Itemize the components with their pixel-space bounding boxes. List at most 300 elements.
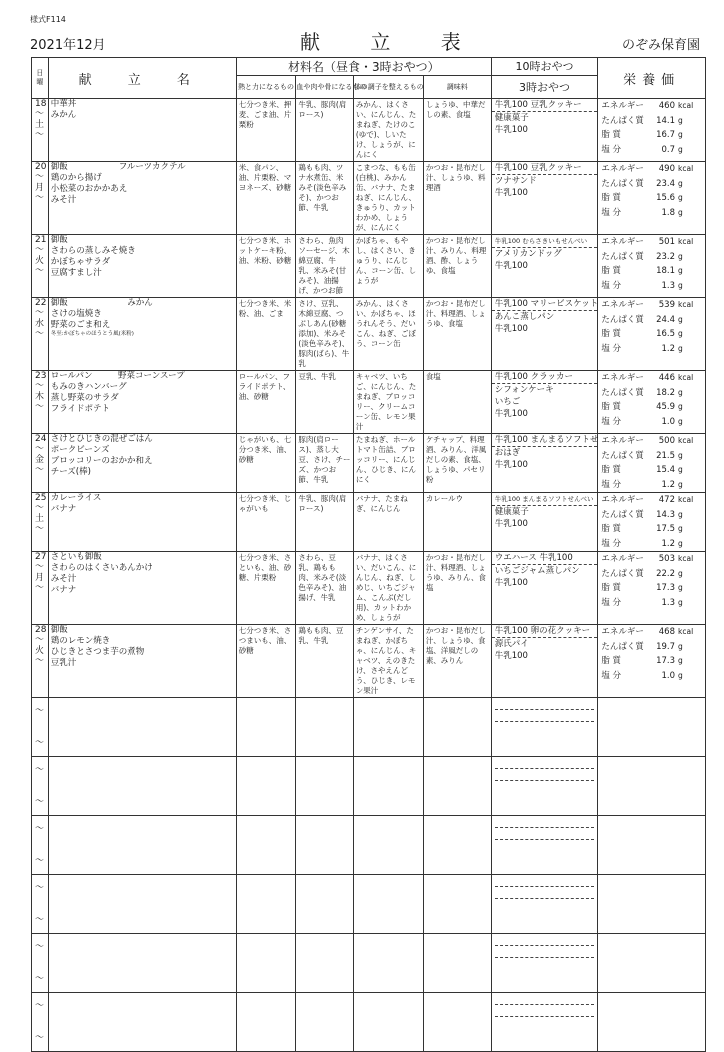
heat-ingredients <box>236 816 296 875</box>
body-ingredients <box>353 993 423 1052</box>
body-ingredients: みかん、はくさい、にんじん、たまねぎ、たけのこ(ゆで)、しいたけ、しょうが、にんにく <box>353 99 423 162</box>
salt-value: 0.7 <box>661 144 675 155</box>
snack-am-item: 牛乳100 豆乳クッキー <box>492 162 598 175</box>
energy-label: エネルギー <box>601 495 644 505</box>
snack-am-item: 牛乳100 まんまるソフトせんべい <box>492 493 598 506</box>
fat-value: 16.7 <box>656 130 675 140</box>
energy-label: エネルギー <box>601 554 644 564</box>
date-cell <box>32 298 49 371</box>
snack-pm-item: いちごジャム蒸しパン <box>494 566 580 576</box>
fat-value: 15.6 <box>656 193 675 203</box>
blood-ingredients <box>296 816 353 875</box>
snack-pm-item: 牛乳100 <box>494 125 528 135</box>
blood-ingredients: 豚肉(肩ロース)、蒸し大豆、さけ、チーズ、かつお節、牛乳 <box>296 434 353 493</box>
snack-pm-item: 健康菓子 <box>494 113 529 123</box>
seasoning-ingredients: かつお・昆布だし汁、料理酒、しょうゆ、みりん、食塩 <box>423 552 491 625</box>
heat-ingredients: 七分つき米、押麦、ごま油、片栗粉 <box>236 99 296 162</box>
snack-pm-item: シフォンケーキ <box>494 385 554 395</box>
snack-cell <box>491 99 598 162</box>
snack-pm-item: 牛乳100 <box>494 188 528 198</box>
dishes-cell <box>48 493 236 552</box>
snack-pm-item: いちご <box>494 397 521 407</box>
day-row <box>32 235 706 298</box>
date-cell <box>32 371 49 434</box>
energy-unit: kcal <box>678 436 694 445</box>
range-mark: 〜 <box>35 402 45 413</box>
snack-pm-item: 牛乳100 <box>494 651 528 661</box>
menu-table <box>31 57 706 1052</box>
blood-muscle-header: 血や肉や骨になるもの <box>296 76 353 99</box>
salt-value: 1.2 <box>661 343 675 354</box>
weekday: 土 <box>35 119 45 130</box>
protein-value: 18.2 <box>656 387 675 398</box>
empty-row <box>32 757 706 816</box>
salt-unit: g <box>678 207 683 217</box>
dish-name: バナナ <box>50 585 77 595</box>
dish-name: 御飯 <box>50 235 68 245</box>
nutrition-cell <box>598 493 706 552</box>
fat-unit: g <box>678 402 683 411</box>
date-cell <box>32 434 49 493</box>
energy-label: エネルギー <box>601 436 644 446</box>
snack-pm-item: 源氏パイ <box>494 639 529 649</box>
snack-am-item: 牛乳100 まんまるソフトせ <box>492 434 598 447</box>
fat-label: 脂 質 <box>601 524 622 534</box>
energy-unit: kcal <box>678 101 694 110</box>
energy-label: エネルギー <box>601 164 644 174</box>
protein-label: たんぱく質 <box>601 178 644 189</box>
date-cell <box>32 934 49 993</box>
snack-cell <box>491 757 598 816</box>
fat-value: 15.4 <box>656 465 675 475</box>
seasoning-ingredients: かつお・昆布だし汁、料理酒、しょうゆ、食塩 <box>423 298 491 371</box>
body-condition-header: 体の調子を整えるもの <box>353 76 423 99</box>
dish-name: 鶏のレモン焼き <box>50 636 111 646</box>
fat-label: 脂 質 <box>601 193 622 203</box>
nutrition-cell <box>598 757 706 816</box>
heat-ingredients: ロールパン、フライドポテト、油、砂糖 <box>236 371 296 434</box>
dishes-cell <box>48 993 236 1052</box>
energy-value: 501 <box>658 237 675 247</box>
dish-name: 蒸し野菜のサラダ <box>50 393 119 403</box>
dish-name: 冬至:かぼちゃのほうとう風(米粉) <box>50 331 134 337</box>
energy-value: 490 <box>658 164 675 174</box>
fat-unit: g <box>678 266 683 275</box>
seasoning-ingredients <box>423 875 491 934</box>
range-mark: 〜 <box>35 266 45 277</box>
blood-ingredients: 牛乳、豚肉(肩ロース) <box>296 493 353 552</box>
range-mark: 〜 <box>35 130 45 141</box>
weekday: 金 <box>35 454 45 465</box>
protein-value: 24.4 <box>656 314 675 325</box>
salt-label: 塩 分 <box>601 343 622 354</box>
snack-cell <box>491 552 598 625</box>
energy-unit: kcal <box>678 627 694 636</box>
dish-name: フライドポテト <box>50 404 110 414</box>
date-cell <box>32 993 49 1052</box>
dish-name: 小松菜のおかかあえ <box>50 184 128 194</box>
range-mark: 〜 <box>35 856 45 867</box>
fat-label: 脂 質 <box>601 402 622 412</box>
dish-name: かぼちゃサラダ <box>50 257 111 267</box>
protein-label: たんぱく質 <box>601 509 644 520</box>
fat-value: 17.3 <box>656 583 675 593</box>
salt-label: 塩 分 <box>601 670 622 681</box>
dish-name: さといも御飯 <box>50 552 102 562</box>
body-ingredients <box>353 757 423 816</box>
protein-label: たんぱく質 <box>601 314 644 325</box>
range-mark: 〜 <box>35 1001 45 1011</box>
body-ingredients: バナナ、はくさい、だいこん、にんじん、ねぎ、しめじ、いちごジャム、こんぶ(だし用)、カットわかめ、しょうが <box>353 552 423 625</box>
seasoning-ingredients: 食塩 <box>423 371 491 434</box>
empty-row <box>32 698 706 757</box>
dish-name: 野菜のごま和え <box>50 320 111 330</box>
month-label: 2021年12月 <box>30 38 106 53</box>
range-mark: 〜 <box>35 706 45 716</box>
day-row <box>32 552 706 625</box>
seasoning-ingredients <box>423 757 491 816</box>
day-row <box>32 434 706 493</box>
dish-name: 御飯 みかん <box>50 298 153 308</box>
salt-value: 1.3 <box>661 280 675 291</box>
range-mark: 〜 <box>35 444 45 455</box>
date-cell <box>32 757 49 816</box>
salt-label: 塩 分 <box>601 207 622 218</box>
day-row <box>32 371 706 434</box>
snack-am-item: 牛乳100 豆乳クッキー <box>492 99 598 112</box>
date-weekday-header: 日 曜 <box>32 58 49 99</box>
nutrition-cell <box>598 875 706 934</box>
dish-name: みそ汁 <box>50 195 77 205</box>
weekday: 火 <box>35 645 45 656</box>
dish-name: 御飯 フルーツカクテル <box>50 162 186 172</box>
fat-label: 脂 質 <box>601 583 622 593</box>
menu-name-header: 献 立 名 <box>48 58 236 99</box>
dishes-cell <box>48 298 236 371</box>
fat-value: 17.5 <box>656 524 675 534</box>
range-mark: 〜 <box>35 883 45 893</box>
protein-unit: g <box>678 641 683 651</box>
day-number: 24 <box>35 434 47 444</box>
date-cell <box>32 235 49 298</box>
salt-unit: g <box>678 416 683 426</box>
nutrition-cell <box>598 698 706 757</box>
ingredients-header: 材料名（昼食・3時おやつ） <box>236 58 491 76</box>
blood-ingredients: 牛乳、豚肉(肩ロース) <box>296 99 353 162</box>
blood-ingredients <box>296 698 353 757</box>
heat-ingredients <box>236 993 296 1052</box>
body-ingredients: かぼちゃ、もやし、はくさい、きゅうり、にんじん、コーン缶、しょうが <box>353 235 423 298</box>
blood-ingredients: 豆乳、牛乳 <box>296 371 353 434</box>
protein-value: 23.4 <box>656 178 675 189</box>
salt-value: 1.8 <box>661 207 675 218</box>
energy-unit: kcal <box>678 164 694 173</box>
day-number: 25 <box>35 493 47 503</box>
protein-label: たんぱく質 <box>601 568 644 579</box>
range-mark: 〜 <box>35 915 45 926</box>
fat-value: 17.3 <box>656 656 675 666</box>
dishes-cell <box>48 162 236 235</box>
body-ingredients: バナナ、たまねぎ、にんじん <box>353 493 423 552</box>
energy-value: 539 <box>658 300 675 310</box>
snack-pm-item: ツナサンド <box>494 176 537 186</box>
day-number: 23 <box>35 371 47 381</box>
heat-ingredients <box>236 757 296 816</box>
heat-energy-header: 熱と力になるもの <box>236 76 296 99</box>
energy-unit: kcal <box>678 373 694 382</box>
empty-row <box>32 934 706 993</box>
energy-value: 503 <box>658 554 675 564</box>
snack-am-item: 牛乳100 卵の花クッキー <box>492 625 598 638</box>
energy-label: エネルギー <box>601 237 644 247</box>
range-mark: 〜 <box>35 381 45 392</box>
salt-label: 塩 分 <box>601 597 622 608</box>
seasoning-ingredients: ケチャップ、料理酒、みりん、洋風だしの素、食塩、しょうゆ、パセリ粉 <box>423 434 491 493</box>
body-ingredients: たまねぎ、ホールトマト缶詰、ブロッコリー、にんじん、ひじき、にんにく <box>353 434 423 493</box>
nutrition-cell <box>598 816 706 875</box>
range-mark: 〜 <box>35 524 45 535</box>
fat-label: 脂 質 <box>601 656 622 666</box>
dish-name: さわらのはくさいあんかけ <box>50 563 153 573</box>
energy-value: 472 <box>658 495 675 505</box>
seasoning-ingredients <box>423 934 491 993</box>
day-number: 18 <box>35 99 47 109</box>
snack-cell <box>491 162 598 235</box>
protein-unit: g <box>678 314 683 324</box>
day-row <box>32 298 706 371</box>
blood-ingredients <box>296 875 353 934</box>
snack-am-item: 牛乳100 マリービスケット <box>492 298 598 311</box>
fat-unit: g <box>678 329 683 338</box>
blood-ingredients <box>296 993 353 1052</box>
date-cell <box>32 99 49 162</box>
energy-value: 468 <box>658 627 675 637</box>
seasoning-ingredients <box>423 816 491 875</box>
snack-pm-item: 牛乳100 <box>494 261 528 271</box>
dishes-cell <box>48 698 236 757</box>
heat-ingredients <box>236 934 296 993</box>
energy-unit: kcal <box>678 237 694 246</box>
body-ingredients <box>353 698 423 757</box>
snack-cell <box>491 298 598 371</box>
snack-pm-item: 牛乳100 <box>494 519 528 529</box>
salt-unit: g <box>678 343 683 353</box>
snack-cell <box>491 993 598 1052</box>
dish-name: みかん <box>50 110 77 120</box>
snack-cell <box>491 934 598 993</box>
dish-name: ロールパン 野菜コーンスープ <box>50 371 185 381</box>
heat-ingredients: じゃがいも、七分つき米、油、砂糖 <box>236 434 296 493</box>
dish-name: ポークビーンズ <box>50 445 110 455</box>
heat-ingredients: 米、食パン、油、片栗粉、マヨネーズ、砂糖 <box>236 162 296 235</box>
heat-ingredients: 七分つき米、じゃがいも <box>236 493 296 552</box>
fat-label: 脂 質 <box>601 130 622 140</box>
range-mark: 〜 <box>35 562 45 573</box>
snack-cell <box>491 493 598 552</box>
salt-unit: g <box>678 144 683 154</box>
salt-value: 1.0 <box>661 416 675 427</box>
salt-value: 1.3 <box>661 597 675 608</box>
snack-cell <box>491 434 598 493</box>
blood-ingredients: さわら、魚肉ソーセージ、木綿豆腐、牛乳、米みそ(甘みそ)、油揚げ、かつお節 <box>296 235 353 298</box>
dish-name: さけとひじきの混ぜごはん <box>50 434 153 444</box>
snack-pm-item: あんこ蒸しパン <box>494 312 555 322</box>
blood-ingredients <box>296 757 353 816</box>
dish-name: 豆乳汁 <box>50 658 77 668</box>
energy-label: エネルギー <box>601 101 644 111</box>
body-ingredients <box>353 875 423 934</box>
date-cell <box>32 493 49 552</box>
fat-unit: g <box>678 524 683 533</box>
protein-value: 22.2 <box>656 568 675 579</box>
dish-name: さけの塩焼き <box>50 309 102 319</box>
range-mark: 〜 <box>35 765 45 775</box>
salt-label: 塩 分 <box>601 280 622 291</box>
day-number: 27 <box>35 552 47 562</box>
salt-value: 1.2 <box>661 538 675 549</box>
heat-ingredients: 七分つき米、さつまいも、油、砂糖 <box>236 625 296 698</box>
weekday: 月 <box>35 572 45 583</box>
salt-unit: g <box>678 280 683 290</box>
empty-row <box>32 875 706 934</box>
weekday: 木 <box>35 391 45 402</box>
seasoning-ingredients <box>423 993 491 1052</box>
body-ingredients: チンゲンサイ、たまねぎ、かぼちゃ、にんじん、キャベツ、えのきたけ、さやえんどう、ひじき、レモン果汁 <box>353 625 423 698</box>
dishes-cell <box>48 875 236 934</box>
dish-name: ブロッコリーのおかか和え <box>50 456 153 466</box>
seasoning-ingredients: かつお・昆布だし汁、しょうゆ、食塩、洋風だしの素、みりん <box>423 625 491 698</box>
seasoning-ingredients: しょうゆ、中華だしの素、食塩 <box>423 99 491 162</box>
range-mark: 〜 <box>35 1033 45 1044</box>
range-mark: 〜 <box>35 824 45 834</box>
protein-value: 21.5 <box>656 450 675 461</box>
protein-label: たんぱく質 <box>601 450 644 461</box>
range-mark: 〜 <box>35 109 45 120</box>
day-row <box>32 99 706 162</box>
empty-row <box>32 993 706 1052</box>
seasoning-ingredients: かつお・昆布だし汁、みりん、料理酒、酢、しょうゆ、食塩 <box>423 235 491 298</box>
dishes-cell <box>48 625 236 698</box>
snack-pm-item: おはぎ <box>494 448 521 458</box>
nutrition-cell <box>598 371 706 434</box>
energy-unit: kcal <box>678 554 694 563</box>
nutrition-cell <box>598 934 706 993</box>
dishes-cell <box>48 434 236 493</box>
energy-label: エネルギー <box>601 373 644 383</box>
range-mark: 〜 <box>35 172 45 183</box>
dish-name: さわらの蒸しみそ焼き <box>50 246 136 256</box>
menu-table-body <box>32 99 706 1052</box>
weekday: 月 <box>35 182 45 193</box>
protein-value: 19.7 <box>656 641 675 652</box>
dish-name: ひじきとさつま芋の煮物 <box>50 647 145 657</box>
weekday: 土 <box>35 513 45 524</box>
snack-cell <box>491 698 598 757</box>
dishes-cell <box>48 816 236 875</box>
dishes-cell <box>48 934 236 993</box>
snack-cell <box>491 625 598 698</box>
range-mark: 〜 <box>35 245 45 256</box>
protein-unit: g <box>678 387 683 397</box>
nutrition-cell <box>598 99 706 162</box>
snack-cell <box>491 371 598 434</box>
dishes-cell <box>48 235 236 298</box>
seasoning-ingredients: かつお・昆布だし汁、しょうゆ、料理酒 <box>423 162 491 235</box>
salt-value: 1.0 <box>661 670 675 681</box>
fat-unit: g <box>678 656 683 665</box>
heat-ingredients <box>236 698 296 757</box>
range-mark: 〜 <box>35 465 45 476</box>
dishes-cell <box>48 552 236 625</box>
protein-label: たんぱく質 <box>601 387 644 398</box>
dishes-cell <box>48 371 236 434</box>
date-cell <box>32 875 49 934</box>
dish-name: 鶏のから揚げ <box>50 173 102 183</box>
empty-row <box>32 816 706 875</box>
dishes-cell <box>48 99 236 162</box>
dish-name: 中華丼 <box>50 99 77 109</box>
snack-am-item: 牛乳100 クラッカー <box>492 371 598 384</box>
body-ingredients: キャベツ、いちご、にんじん、たまねぎ、ブロッコリー、クリームコーン缶、レモン果汁 <box>353 371 423 434</box>
range-mark: 〜 <box>35 656 45 667</box>
energy-value: 460 <box>658 101 675 111</box>
weekday: 火 <box>35 255 45 266</box>
snack-pm-item: アメリカンドッグ <box>494 249 562 259</box>
heat-ingredients: 七分つき米、さといも、油、砂糖、片栗粉 <box>236 552 296 625</box>
day-row <box>32 493 706 552</box>
dish-name: 御飯 <box>50 625 68 635</box>
salt-label: 塩 分 <box>601 479 622 490</box>
energy-label: エネルギー <box>601 627 644 637</box>
snack-pm-item: 健康菓子 <box>494 507 529 517</box>
seasoning-ingredients <box>423 698 491 757</box>
date-cell <box>32 698 49 757</box>
fat-unit: g <box>678 193 683 202</box>
seasoning-ingredients: カレールウ <box>423 493 491 552</box>
protein-unit: g <box>678 568 683 578</box>
fat-value: 18.1 <box>656 266 675 276</box>
nutrition-cell <box>598 625 706 698</box>
day-number: 20 <box>35 162 47 172</box>
snack-cell <box>491 875 598 934</box>
page-title: 献 立 表 <box>300 30 483 54</box>
body-ingredients: みかん、はくさい、かぼちゃ、ほうれんそう、だいこん、ねぎ、ごぼう、コーン缶 <box>353 298 423 371</box>
day-row <box>32 625 706 698</box>
weekday: 水 <box>35 318 45 329</box>
date-cell <box>32 625 49 698</box>
date-cell <box>32 816 49 875</box>
fat-unit: g <box>678 465 683 474</box>
day-number: 28 <box>35 625 47 635</box>
school-name: のぞみ保育園 <box>621 38 700 53</box>
blood-ingredients: さわら、豆乳、鶏もも肉、米みそ(淡色辛みそ)、油揚げ、牛乳 <box>296 552 353 625</box>
snack-am-item: 牛乳100 むらさきいもせんべい <box>492 235 598 248</box>
energy-label: エネルギー <box>601 300 644 310</box>
nutrition-cell <box>598 552 706 625</box>
blood-ingredients <box>296 934 353 993</box>
blood-ingredients: さけ、豆乳、木綿豆腐、つぶしあん(砂糖添加)、米みそ(淡色辛みそ)、豚肉(ばら)、牛乳 <box>296 298 353 371</box>
protein-unit: g <box>678 509 683 519</box>
snack-cell <box>491 235 598 298</box>
protein-value: 14.1 <box>656 115 675 126</box>
blood-ingredients: 鶏もも肉、ツナ水煮缶、米みそ(淡色辛みそ)、かつお節、牛乳 <box>296 162 353 235</box>
salt-unit: g <box>678 597 683 607</box>
range-mark: 〜 <box>35 308 45 319</box>
salt-label: 塩 分 <box>601 416 622 427</box>
seasoning-header: 調味料 <box>423 76 491 99</box>
fat-value: 16.5 <box>656 329 675 339</box>
protein-label: たんぱく質 <box>601 115 644 126</box>
